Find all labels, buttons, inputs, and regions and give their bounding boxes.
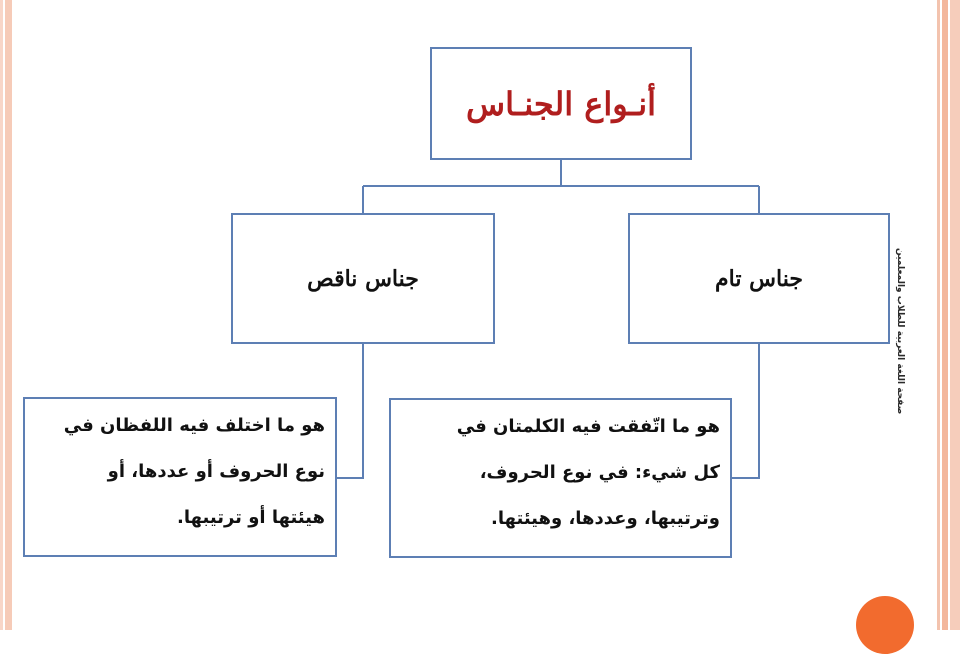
type-box-incomplete: [231, 213, 495, 344]
side-caption-text: صفحة اللغة العربية للطلاب والمعلمين: [895, 248, 905, 415]
connector-right-definition: [732, 344, 759, 478]
definition-line: هو ما اختلف فيه اللفظان في: [63, 415, 325, 436]
definition-box-incomplete: [23, 397, 337, 557]
type-label-complete: جناس تام: [715, 265, 803, 292]
type-label-incomplete: جناس ناقص: [307, 265, 419, 292]
definition-line: وترتيبها، وعددها، وهيئتها.: [491, 508, 720, 529]
orange-decorative-circle: [856, 596, 914, 654]
definition-line: نوع الحروف أو عددها، أو: [107, 461, 325, 482]
diagram-title: أنـواع الجنـاس: [466, 84, 656, 123]
connector-left-definition: [337, 344, 363, 478]
side-caption: [893, 248, 907, 463]
definition-line: هو ما اتّفقت فيه الكلمتان في: [456, 416, 720, 437]
definition-text-incomplete: [64, 403, 325, 541]
definition-text-complete: [457, 404, 720, 542]
definition-line: كل شيء: في نوع الحروف،: [479, 462, 720, 483]
title-box: [430, 47, 692, 160]
type-box-complete: [628, 213, 890, 344]
definition-box-complete: [389, 398, 732, 558]
definition-line: هيئتها أو ترتيبها.: [177, 507, 325, 528]
